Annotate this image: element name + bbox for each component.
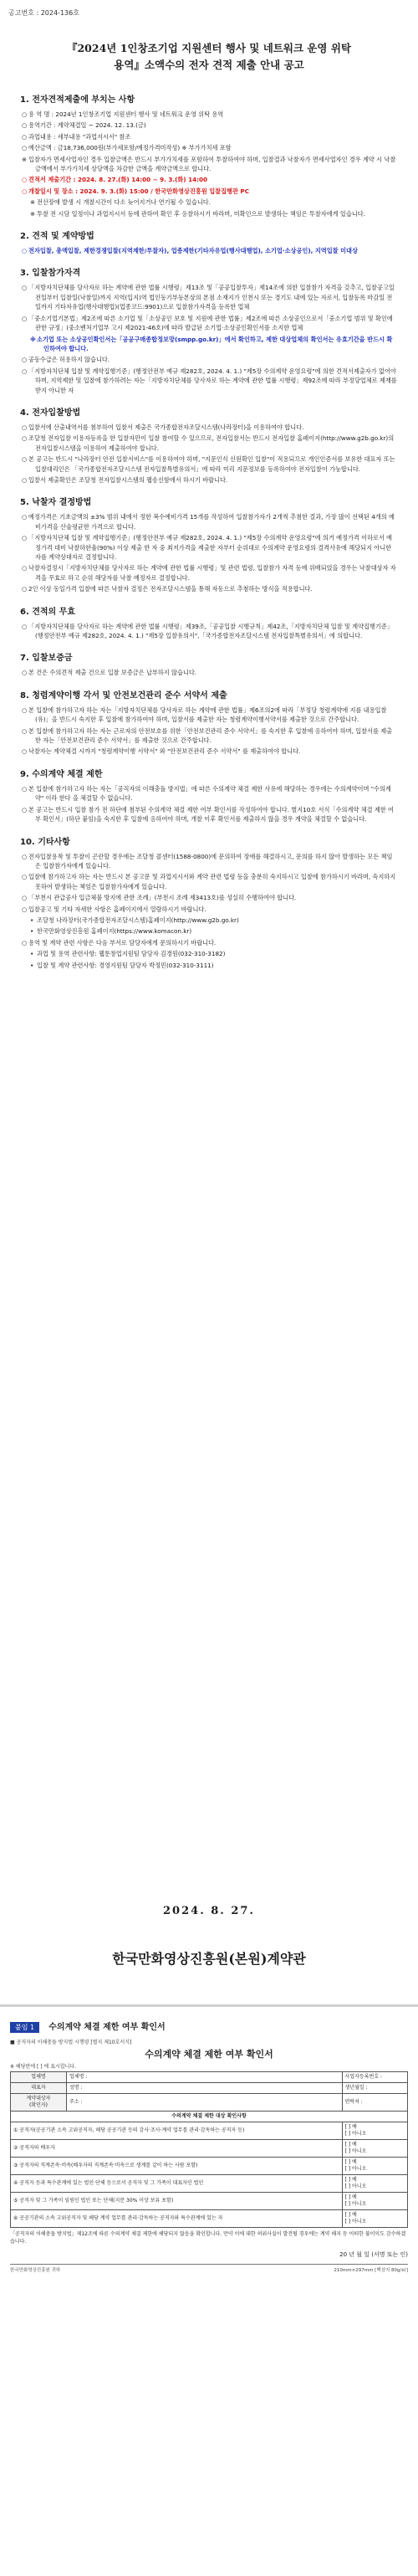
bullet-mark: ※ xyxy=(22,155,28,163)
form-field[interactable]: 성명 : xyxy=(67,2083,343,2094)
check-options[interactable] xyxy=(342,2175,407,2193)
no-checkbox[interactable]: [ ] 아니오 xyxy=(344,2219,367,2224)
section-item xyxy=(30,926,398,936)
bullet-mark: ○ xyxy=(22,585,28,593)
form-field[interactable]: 주소 : xyxy=(67,2094,343,2112)
item-text: 본 입찰에 참가하고자 하는 자는 근로자의 안전보호를 위한「안전보건관리 준수 서약서」를 숙지한 후 입찰에 응하여야 하며, 입찰서를 제출한 자는「안전보건관리 준수 서약서」를 제출한 것으로 간주합니다. xyxy=(28,726,393,745)
item-text: 과업 및 용역 관련사항: 웹툰창업지원팀 담당자 김경원(032-310-3182) xyxy=(37,950,226,958)
notice-body xyxy=(20,94,398,982)
check-options[interactable] xyxy=(342,2140,407,2158)
form-row xyxy=(11,2072,408,2083)
section-6 xyxy=(20,606,398,641)
check-options[interactable] xyxy=(342,2158,407,2175)
signature-line[interactable]: 20 년 월 일 (서명 또는 인) xyxy=(339,2251,408,2258)
document-title xyxy=(15,40,403,74)
section-item xyxy=(22,283,398,311)
item-text: 본 공고는 반드시 "나라장터 안전 입찰서비스"를 이용하여야 하며, "지문인식 신원확인 입찰"이 적용되므로 개인인증서를 보유한 대표자 또는 입찰대리인은 「국가종합전자조달시스템 전자입찰특별유의서」에 따라 미리 지문정보를 등록하여야 전자입찰이 가능합니다. xyxy=(28,455,397,473)
check-options[interactable] xyxy=(342,2193,407,2210)
item-text: 개찰일시 및 장소 : 2024. 9. 3.(화) 15:00 / 한국만화영상진흥원 입찰집행관 PC xyxy=(28,187,249,195)
check-item-text: ⑤ 공직자 및 그 가족이 임원인 법인 또는 단체(지분 30% 이상 보유 포함) xyxy=(11,2193,343,2210)
form-footer xyxy=(10,2264,408,2273)
bullet-mark: ○ xyxy=(22,132,28,141)
item-text: 예산금액 : 금18,736,000원(부가세포함/예정가격미작성) ※ 부가가치세 포함 xyxy=(28,144,232,152)
section-item xyxy=(22,187,398,196)
item-text: 견적서 제출기간 : 2024. 8. 27.(화) 14:00 ~ 9. 3.(화) 14:00 xyxy=(28,176,207,184)
item-text: 입찰 및 계약 관련사항: 경영지원팀 담당자 박정민(032-310-3111) xyxy=(37,961,214,969)
confirmation-table xyxy=(10,2071,408,2228)
section-item xyxy=(22,784,398,803)
form-legal-note: ■ 공직자의 이해충돌 방지법 시행령 [별지 제10호서식] xyxy=(10,2040,132,2045)
section-item xyxy=(30,949,398,958)
notice-number: 공고번호 : 2024-136호 xyxy=(8,9,79,17)
section-item xyxy=(22,246,398,255)
item-text: 입찰자가 면세사업자인 경우 입찰금액은 반드시 부가가치세를 포함하여 투찰하여야 하며, 입찰결과 낙찰자가 면세사업자인 경우 계약 시 낙찰금액에서 부가가치세 상당액을 차감한 금액을 계약금액으로 합니다. xyxy=(28,155,396,173)
section-item xyxy=(30,961,398,970)
form-title: 수의계약 체결 제한 여부 확인서 xyxy=(145,2049,273,2060)
bullet-mark: • xyxy=(30,927,34,936)
bullet-mark: ○ xyxy=(22,434,28,443)
section-title: 8. 청렴계약이행 각서 및 안전보건관리 준수 서약서 제출 xyxy=(20,690,227,700)
item-text: 조달청 나라장터(국가종합전자조달시스템)홈페이지(http://www.g2b.go.kr) xyxy=(37,916,239,924)
bullet-mark: ○ xyxy=(22,356,28,364)
bullet-mark: ○ xyxy=(22,564,28,572)
check-item-text: ③ 공직자의 직계존속·비속(배우자의 직계존속·비속으로 생계를 같이 하는 사람 포함) xyxy=(11,2158,343,2175)
item-text: 입찰에 참가하고자 하는 자는 반드시 본 공고문 및 과업지시서와 계약 관련 법령 등을 충분히 숙지하시고 입찰에 참가하시기 바라며, 숙지하지 못하여 발생하는 책임은 입찰참가자에게 있습니다. xyxy=(28,873,398,890)
bullet-mark: ※ xyxy=(30,335,36,343)
bullet-mark: ○ xyxy=(22,534,28,542)
bullet-mark: ○ xyxy=(22,423,28,431)
check-row xyxy=(11,2122,408,2140)
section-1 xyxy=(20,94,398,218)
title-line-2: 용역』소액수의 전자 견적 제출 안내 공고 xyxy=(114,59,304,71)
bullet-mark: ○ xyxy=(22,852,28,860)
section-item xyxy=(22,367,400,395)
section-title: 4. 전자입찰방법 xyxy=(20,408,81,418)
item-text: 전자입찰, 총액입찰, 제한경쟁입찰(지역제한/투찰자), 업종제한(기타자유업(행사대행업), 소기업·소상공인), 지역입찰 미대상 xyxy=(28,247,358,255)
item-text: 전자입찰용착 및 투찰이 곤란할 경우에는 조달청 콜센터(1588-0800)에 문의하여 장애를 해결하시고, 문의를 하지 않아 발생하는 모든 책임은 입찰참가자에게 있습니다. xyxy=(28,852,393,870)
form-row xyxy=(11,2094,408,2112)
section-title: 3. 입찰참가자격 xyxy=(20,269,81,279)
bullet-mark: ※ xyxy=(30,209,36,218)
section-title: 9. 수의계약 체결 제한 xyxy=(20,769,103,779)
paper-spec: 210mm×297mm [백상지 80g/㎡] xyxy=(334,2268,408,2273)
section-2 xyxy=(20,230,398,255)
item-text: 과업내용 : 세부내용 "과업지시서" 참조 xyxy=(28,132,131,141)
section-7 xyxy=(20,652,398,677)
yes-checkbox[interactable]: [ ] 예 xyxy=(344,2212,357,2218)
item-text: 소기업 또는 소상공인확인서는「공공구매종합정보망(smpp.go.kr)」에서 확인하고, 제한 대상업체의 확인서는 유효기간을 반드시 확인하여야 합니다. xyxy=(37,335,393,352)
section-item xyxy=(22,355,398,364)
check-item-text: ⑥ 공공기관의 소속 고위공직자 및 해당 계약 업무를 관리·감독하는 공직자와 특수관계에 있는 자 xyxy=(11,2210,343,2228)
item-text: 입찰공고 및 기타 자세한 사항은 홈페이지에서 열람하시기 바랍니다. xyxy=(28,905,206,913)
bullet-mark: ○ xyxy=(22,284,28,292)
check-options[interactable] xyxy=(342,2122,407,2140)
section-4 xyxy=(20,407,398,485)
bullet-mark: ○ xyxy=(22,784,28,793)
bullet-mark: ○ xyxy=(22,706,28,714)
bullet-mark: • xyxy=(30,961,34,969)
yes-checkbox[interactable]: [ ] 예 xyxy=(344,2142,357,2148)
item-text: 「지방자치단체 입찰 및 계약집행기준」(행정안전부 예규 제282호, 2024. 4. 1.) "제5장 수의계약 운영요령"에 의한 견적서제출자가 없어야 하며, 지역제한 및 입찰에 참가하려는 자는「지방자치단체를 당사자로 하는 계약에 관한 법률 시행령」제92조에 따라 부정당업체로 제재를 받지 아니한 자 xyxy=(28,367,400,394)
section-item xyxy=(22,143,398,152)
item-text: 본 공고는 반드시 입찰 참가 전 하단에 첨부된 수의계약 체결 제한 여부 확인서를 작성하여야 합니다. 별지10호 서식「수의계약 체결 제한 여부 확인서」(하단 붙임)을 숙지한 후 입찰에 응하여야 하며, 개찰 이후 확인서를 제출하지 않을 경우 계약을 체결할 수 없습니다. xyxy=(28,805,394,824)
section-title: 7. 입찰보증금 xyxy=(20,654,73,664)
section-10 xyxy=(20,836,398,970)
item-text: 용 역 명 : 2024년 1인창조기업 지원센터 행사 및 네트워크 운영 위탁 용역 xyxy=(28,110,224,118)
check-header: 수의계약 체결 제한 대상 확인사항 xyxy=(11,2112,408,2122)
form-instruction: ※ 해당란에 [ ] 에 표시합니다. xyxy=(10,2064,77,2070)
check-row xyxy=(11,2193,408,2210)
check-row xyxy=(11,2140,408,2158)
attachment-title: 수의계약 체결 제한 여부 확인서 xyxy=(48,2023,166,2032)
item-text: 조달청 전자입찰 이용자등록을 한 입찰자만이 입찰 참여할 수 있으므로, 전자입찰서는 반드시 전자입찰 홈페이지(http://www.g2b.go.kr)의 전자입찰시스템을 이용하여 제출하여야 합니다. xyxy=(28,434,396,452)
check-item-text: ① 공직자(공공기관 소속 고위공직자, 해당 공공기관 등의 감사·조사·계약 업무를 관리·감독하는 공직자 등) xyxy=(11,2122,343,2140)
bullet-mark: ○ xyxy=(22,513,28,521)
section-item xyxy=(30,198,398,207)
section-3 xyxy=(20,267,398,394)
bullet-mark: ○ xyxy=(22,905,28,913)
item-text: 한국만화영상진흥원 홈페이지(https://www.komacon.kr) xyxy=(37,927,192,936)
yes-checkbox[interactable]: [ ] 예 xyxy=(344,2194,357,2200)
section-item xyxy=(22,132,398,141)
section-item xyxy=(22,893,398,902)
no-checkbox[interactable]: [ ] 아니오 xyxy=(344,2201,367,2207)
section-title: 6. 견적의 무효 xyxy=(20,607,76,617)
bullet-mark: ※ xyxy=(30,198,36,207)
bullet-mark: ○ xyxy=(22,367,28,375)
form-row-label: 업체명 xyxy=(11,2072,67,2083)
section-item xyxy=(22,622,398,641)
item-text: 「중소기업기본법」제2조에 따른 소기업 및「소상공인 보호 및 지원에 관한 법률」제2조에 따른 소상공인으로서「중소기업 범위 및 확인에 관한 규정」(중소벤처기업부 고시 제2021-46호)에 따라 발급된 소기업·소상공인확인서를 소지한 업체 xyxy=(28,314,395,332)
section-item xyxy=(22,454,398,474)
attachment-form xyxy=(10,2017,408,2273)
form-field[interactable]: 업체명 : xyxy=(67,2072,343,2083)
attachment-tag: 붙임 1 xyxy=(10,2022,39,2033)
item-text: 낙찰자결정시「지방자치단체를 당사자로 하는 계약에 관한 법률 시행령」및 관련 법령, 입찰참가 자격 등에 위배되었을 경우는 낙찰대상자 자격을 무효로 하고 순위 해당자를 낙찰 예정자로 결정합니다. xyxy=(28,564,396,582)
item-text: 본 건은 수의견적 제출 건으로 입찰 보증금은 납부하지 않습니다. xyxy=(28,669,197,677)
section-title: 10. 기타사항 xyxy=(20,837,70,847)
bullet-mark: • xyxy=(30,950,34,958)
item-text: 투찰 전 시담 일정이나 과업지시서 등에 관하여 확인 후 응찰하시기 바라며, 미확인으로 발생하는 책임은 투찰자에게 있습니다. xyxy=(37,209,365,218)
item-text: 예정가격은 기초금액의 ±3% 범위 내에서 정한 복수예비가격 15개를 작성하여 입찰참가자가 2개씩 추첨한 결과, 가장 많이 선택된 4개의 예비가격을 산술평균한 가격으로 합니다. xyxy=(28,513,395,531)
yes-checkbox[interactable]: [ ] 예 xyxy=(344,2159,357,2165)
check-item-text: ④ 공직자 등과 특수관계에 있는 법인·단체 등으로서 공직자 및 그 가족이 대표자인 법인 xyxy=(11,2175,343,2193)
item-text: 낙찰자는 계약체결 시까지 "청렴계약이행 서약서" 와 "안전보건관리 준수 서약서" 를 제출하여야 합니다. xyxy=(28,747,301,756)
notice-date: 2024. 8. 27. xyxy=(163,1905,255,1917)
yes-checkbox[interactable]: [ ] 예 xyxy=(344,2124,357,2130)
check-options[interactable] xyxy=(342,2210,407,2228)
section-divider xyxy=(0,2004,418,2007)
bullet-mark: ○ xyxy=(22,314,28,322)
item-text: 본 입찰에 참가하고자 하는 자는「지방자치단체를 당사자로 하는 계약에 관한 법률」제6조의2에 따라「부정당 청렴계약에 지를 내용입찰(유)」을 반드시 숙지한 후 입찰에 참가하여야 하며, 입찰서를 제출한 자는 청렴계약이행서약서를 제출한 것으로 간주합니다. xyxy=(28,706,387,724)
form-field[interactable]: 연락처 : xyxy=(342,2094,407,2112)
section-item xyxy=(22,584,398,593)
section-item xyxy=(22,110,398,119)
bullet-mark: ○ xyxy=(22,187,28,195)
check-row xyxy=(11,2210,408,2228)
section-9 xyxy=(20,768,398,824)
no-checkbox[interactable]: [ ] 아니오 xyxy=(344,2183,367,2189)
form-recipient: 한국만화영상진흥원 귀하 xyxy=(10,2268,61,2273)
title-line-1: 『2024년 1인창조기업 지원센터 행사 및 네트워크 운영 위탁 xyxy=(66,42,352,54)
item-text: 용역기간 : 계약체결일 ~ 2024. 12. 13.(금) xyxy=(28,121,146,130)
check-item-text: ② 공직자의 배우자 xyxy=(11,2140,343,2158)
section-item xyxy=(30,209,398,218)
section-item xyxy=(22,726,398,746)
section-item xyxy=(22,805,398,824)
section-item xyxy=(22,475,398,485)
bullet-mark: ○ xyxy=(22,622,28,630)
section-5 xyxy=(20,496,398,593)
confirmation-statement: 「공직자의 이해충돌 방지법」제12조에 따른 수의계약 체결 제한에 해당되지 않음을 확인합니다. 만약 이에 대한 허위사실이 발견될 경우에는 계약 해지 등 어떠한 불이익도 감수하겠습니다. xyxy=(10,2231,406,2245)
item-text: 「지방자치단체를 당사자로 하는 계약에 관한 법률 시행령」제39조,「공공입찰 시행규칙」제42조,「지방자치단체 입찰 및 계약집행기준」(행정안전부 예규 제282호, 2024. 4. 1.) "제5장 입찰유의서",「국가종합전자조달시스템 전자입찰특별유의서」에 의합니다. xyxy=(28,622,393,640)
section-item xyxy=(22,852,398,871)
bullet-mark: ○ xyxy=(22,144,28,152)
section-8 xyxy=(20,690,398,757)
section-item xyxy=(22,533,398,562)
item-text: 본 입찰에 참가하고자 하는 자는「공직자의 이해충돌 방지법」에 따른 수의계약 체결 제한 사유에 해당하는 경우에는 수의계약이며 "수의계약" 이라 한다 을 체결할 수 없습니다. xyxy=(28,784,391,803)
yes-checkbox[interactable]: [ ] 예 xyxy=(344,2177,357,2183)
bullet-mark: • xyxy=(30,916,34,924)
section-item xyxy=(22,175,398,184)
section-title: 1. 전자견적제출에 부치는 사항 xyxy=(20,95,135,105)
bullet-mark: ○ xyxy=(22,747,28,756)
bullet-mark: ○ xyxy=(22,669,28,677)
item-text: 공동수급은 허용하지 않습니다. xyxy=(28,356,110,364)
section-item xyxy=(22,155,398,174)
section-item xyxy=(22,314,398,333)
section-title: 2. 견적 및 계약방법 xyxy=(20,232,94,242)
section-item xyxy=(22,706,398,725)
section-item xyxy=(22,668,398,677)
bullet-mark: ○ xyxy=(22,873,28,881)
form-row-label: 대표자 xyxy=(11,2083,67,2094)
bullet-mark: ○ xyxy=(22,475,28,484)
section-title: 5. 낙찰자 결정방법 xyxy=(20,498,92,508)
section-item xyxy=(22,434,398,453)
bullet-mark: ○ xyxy=(22,894,28,902)
item-text: 입찰서 제출확인은 조달청 전자입찰시스템의 웹송신함에서 하시기 바랍니다. xyxy=(28,475,228,484)
section-item xyxy=(22,872,398,891)
item-text: 전산장애 발생 시 개찰시간이 다소 늦어지거나 연기될 수 있습니다. xyxy=(37,198,212,207)
item-text: 「부천시 관급공사 입금체불 방지에 관한 조례」(부천시 조례 제3413호)를 성실히 수행하여야 합니다. xyxy=(28,894,297,902)
section-item xyxy=(22,121,398,130)
section-item xyxy=(22,747,398,756)
bullet-mark: ○ xyxy=(22,121,28,130)
no-checkbox[interactable]: [ ] 아니오 xyxy=(344,2148,367,2154)
bullet-mark: ○ xyxy=(22,938,28,947)
section-item xyxy=(22,563,398,582)
bullet-mark: ○ xyxy=(22,726,28,735)
no-checkbox[interactable]: [ ] 아니오 xyxy=(344,2166,367,2172)
bullet-mark: ○ xyxy=(22,247,28,255)
no-checkbox[interactable]: [ ] 아니오 xyxy=(344,2131,367,2137)
section-item xyxy=(22,423,398,432)
item-text: 「지방자치단체 입찰 및 계약집행기준」(행정안전부 예규 제282호, 2024. 4. 1.) "제5장 수의계약 운영요령"에 의거 예정가격 이하로서 예정가격 대비 낙찰하한율(90%) 이상 제출 한 자 중 최저가격을 제출한 자부터 순위대로 수의계약 운영요령의 결격사유에 해당되지 아니한 자를 계약상대자로 결정합니다. xyxy=(28,534,394,561)
item-text: 「지방자치단체를 당사자로 하는 계약에 관한 법률 시행령」제13조 및「공공입찰투자」제14조에 의한 입찰참가 자격을 갖추고, 입찰공고일 전일부터 입찰일(낙찰일)까지 지역(입지)역 법인등기부등본상의 본점 소재지가 인천시 또는 경기도 내에 있는 자로서, 입찰등록 마감일 전일까지 기타자유업(행사대행업)(업종코드:9901)으로 입찰참가자격을 등록한 업체 xyxy=(28,284,397,311)
form-row xyxy=(11,2083,408,2094)
item-text: 2인 이상 동일가격 입찰에 따른 낙찰자 결정은 전자조달시스템을 통해 자동으로 추첨하는 방식을 적용합니다. xyxy=(28,585,313,593)
section-item xyxy=(22,905,398,914)
bullet-mark: ○ xyxy=(22,176,28,184)
check-row xyxy=(11,2175,408,2193)
bullet-mark: ○ xyxy=(22,805,28,813)
issuing-organization: 한국만화영상진흥원(본원)계약관 xyxy=(112,1951,306,1967)
section-item xyxy=(30,916,398,925)
section-item xyxy=(22,512,398,531)
section-item xyxy=(30,335,398,354)
bullet-mark: ○ xyxy=(22,110,28,118)
form-field[interactable]: 사업자등록번호 : xyxy=(342,2072,407,2083)
form-field[interactable]: 생년월일 : xyxy=(342,2083,407,2094)
item-text: 용역 및 계약 관련 사항은 다음 부서로 담당자에게 문의하시기 바랍니다. xyxy=(28,938,217,947)
item-text: 입찰서에 산출내역서를 첨부하여 입찰서 제출은 국가종합전자조달시스템(나라장터)을 이용하여야 합니다. xyxy=(28,423,304,431)
check-row xyxy=(11,2158,408,2175)
section-item xyxy=(22,938,398,947)
bullet-mark: ○ xyxy=(22,455,28,464)
form-row-label: 계약대상자 (확인자) xyxy=(11,2094,67,2112)
check-header-row xyxy=(11,2112,408,2122)
